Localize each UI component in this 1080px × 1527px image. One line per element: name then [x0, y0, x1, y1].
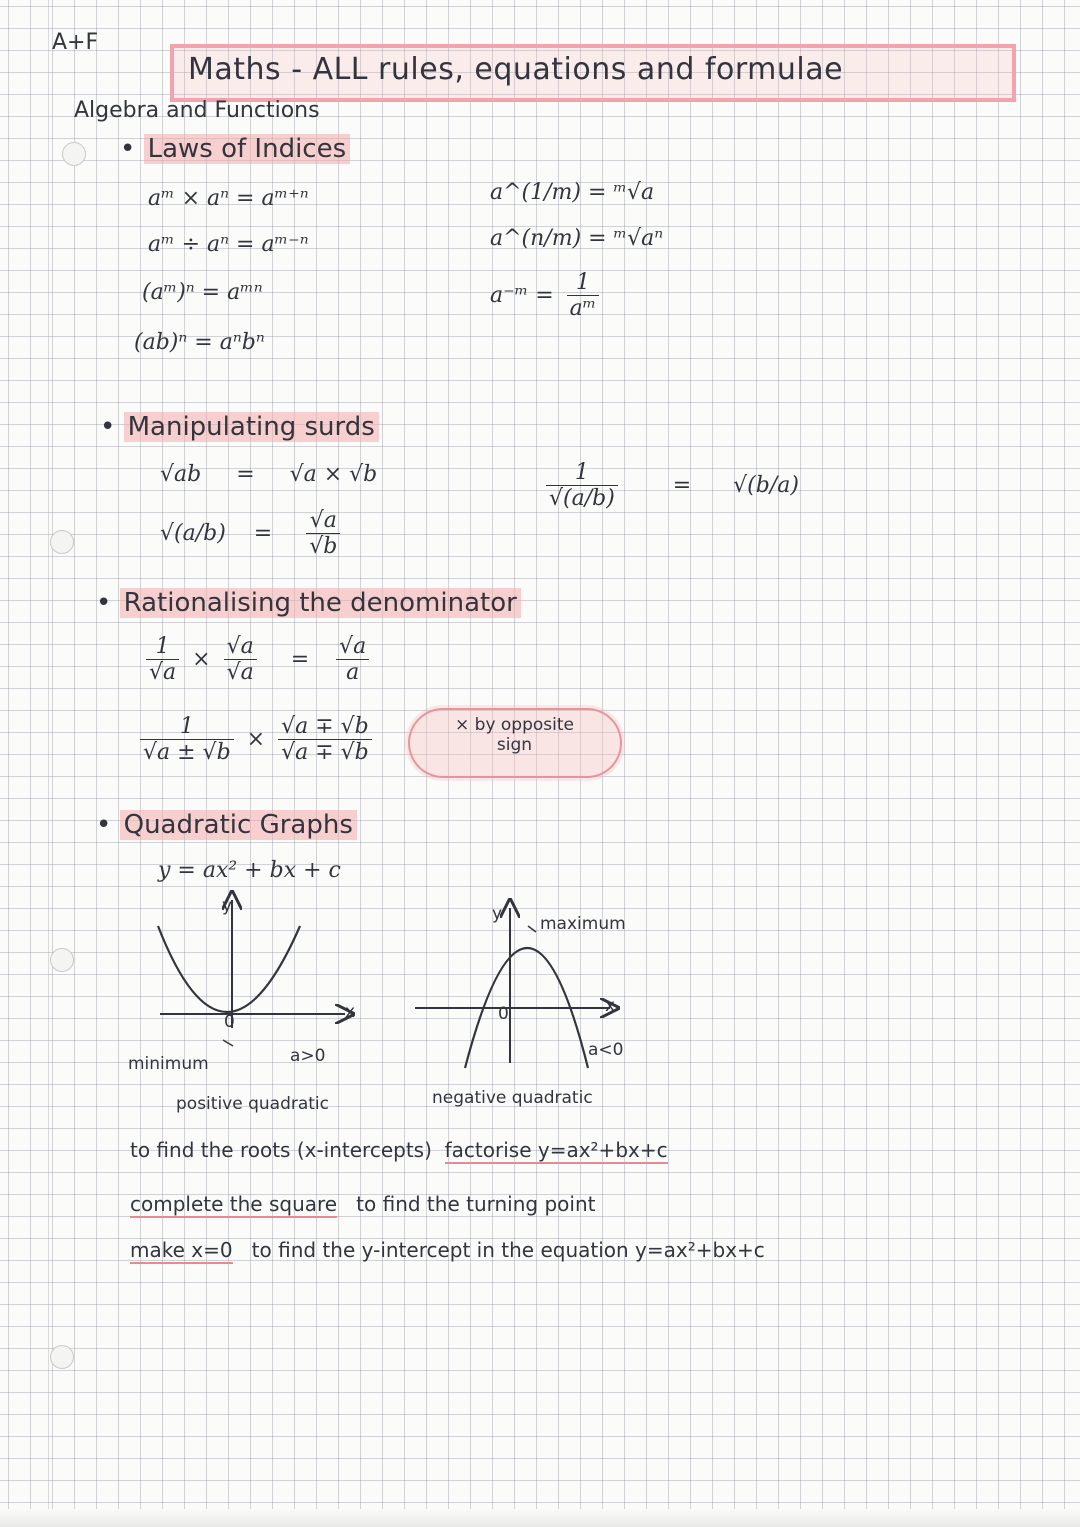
index-rule: (aᵐ)ⁿ = aᵐⁿ	[142, 280, 263, 305]
graph-caption: negative quadratic	[432, 1088, 593, 1108]
graph-origin: 0	[498, 1004, 509, 1024]
section-label: Algebra and Functions	[74, 98, 320, 123]
surds-heading: • Manipulating surds	[100, 412, 379, 442]
positive-parabola	[158, 926, 300, 1012]
punch-hole	[62, 142, 86, 166]
surd-rule: √ab = √a × √b	[160, 462, 378, 487]
graph-axis-label: y	[492, 904, 503, 924]
rationalising-rule: $\frac{1}{√a}$ × $\frac{√a}{√a}$ = $\frac{√a}{a}$	[140, 634, 375, 686]
condition-label: a<0	[588, 1040, 624, 1060]
graph-axis-label: y	[222, 896, 233, 916]
quadratic-note: complete the square to find the turning point	[130, 1192, 596, 1216]
minimum-marker	[223, 1040, 233, 1046]
quadratic-note: to find the roots (x-intercepts) factorise y=ax²+bx+c	[130, 1138, 668, 1162]
margin-line	[48, 0, 49, 1527]
graph-origin: 0	[224, 1012, 235, 1032]
graph-axis-label: x	[345, 1002, 356, 1022]
index-rule: aᵐ × aⁿ = aᵐ⁺ⁿ	[148, 186, 309, 211]
corner-label: A+F	[52, 30, 99, 55]
maximum-label: maximum	[540, 914, 626, 934]
punch-hole	[50, 948, 74, 972]
negative-index-rule: a⁻ᵐ = $\frac{1}{\text{aᵐ}}$	[490, 270, 605, 322]
punch-hole	[50, 530, 74, 554]
surd-rule: √(a/b) = $\frac{√a}{√b}$	[160, 508, 346, 560]
graph-axis-label: x	[605, 996, 616, 1016]
quadratics-heading: • Quadratic Graphs	[96, 810, 357, 840]
rationalising-heading: • Rationalising the denominator	[96, 588, 521, 618]
page-title: Maths - ALL rules, equations and formulae	[188, 52, 844, 87]
fractional-index-rule: a^(n/m) = ᵐ√aⁿ	[490, 226, 664, 251]
maximum-marker	[528, 926, 536, 932]
index-rule: (ab)ⁿ = aⁿbⁿ	[134, 330, 265, 355]
fractional-index-rule: a^(1/m) = ᵐ√a	[490, 180, 655, 205]
punch-hole	[50, 1345, 74, 1369]
quadratic-note: make x=0 to find the y-intercept in the equation y=ax²+bx+c	[130, 1238, 765, 1262]
quadratic-equation: y = ax² + bx + c	[158, 858, 341, 883]
minimum-label: minimum	[128, 1054, 209, 1074]
rationalising-rule: $\frac{1}{√a \pm √b}$ × $\frac{√a \mp √b}{√a \mp √b}$	[134, 714, 378, 766]
index-rule: aᵐ ÷ aⁿ = aᵐ⁻ⁿ	[148, 232, 309, 257]
cloud-note: × by opposite sign	[455, 715, 574, 755]
graph-caption: positive quadratic	[176, 1094, 329, 1114]
surd-rule: $\frac{1}{√(a/b)}$ = √(b/a)	[540, 460, 799, 512]
page-edge	[0, 1509, 1080, 1527]
indices-heading: • Laws of Indices	[120, 134, 350, 164]
condition-label: a>0	[290, 1046, 326, 1066]
title-frame	[170, 44, 1016, 102]
